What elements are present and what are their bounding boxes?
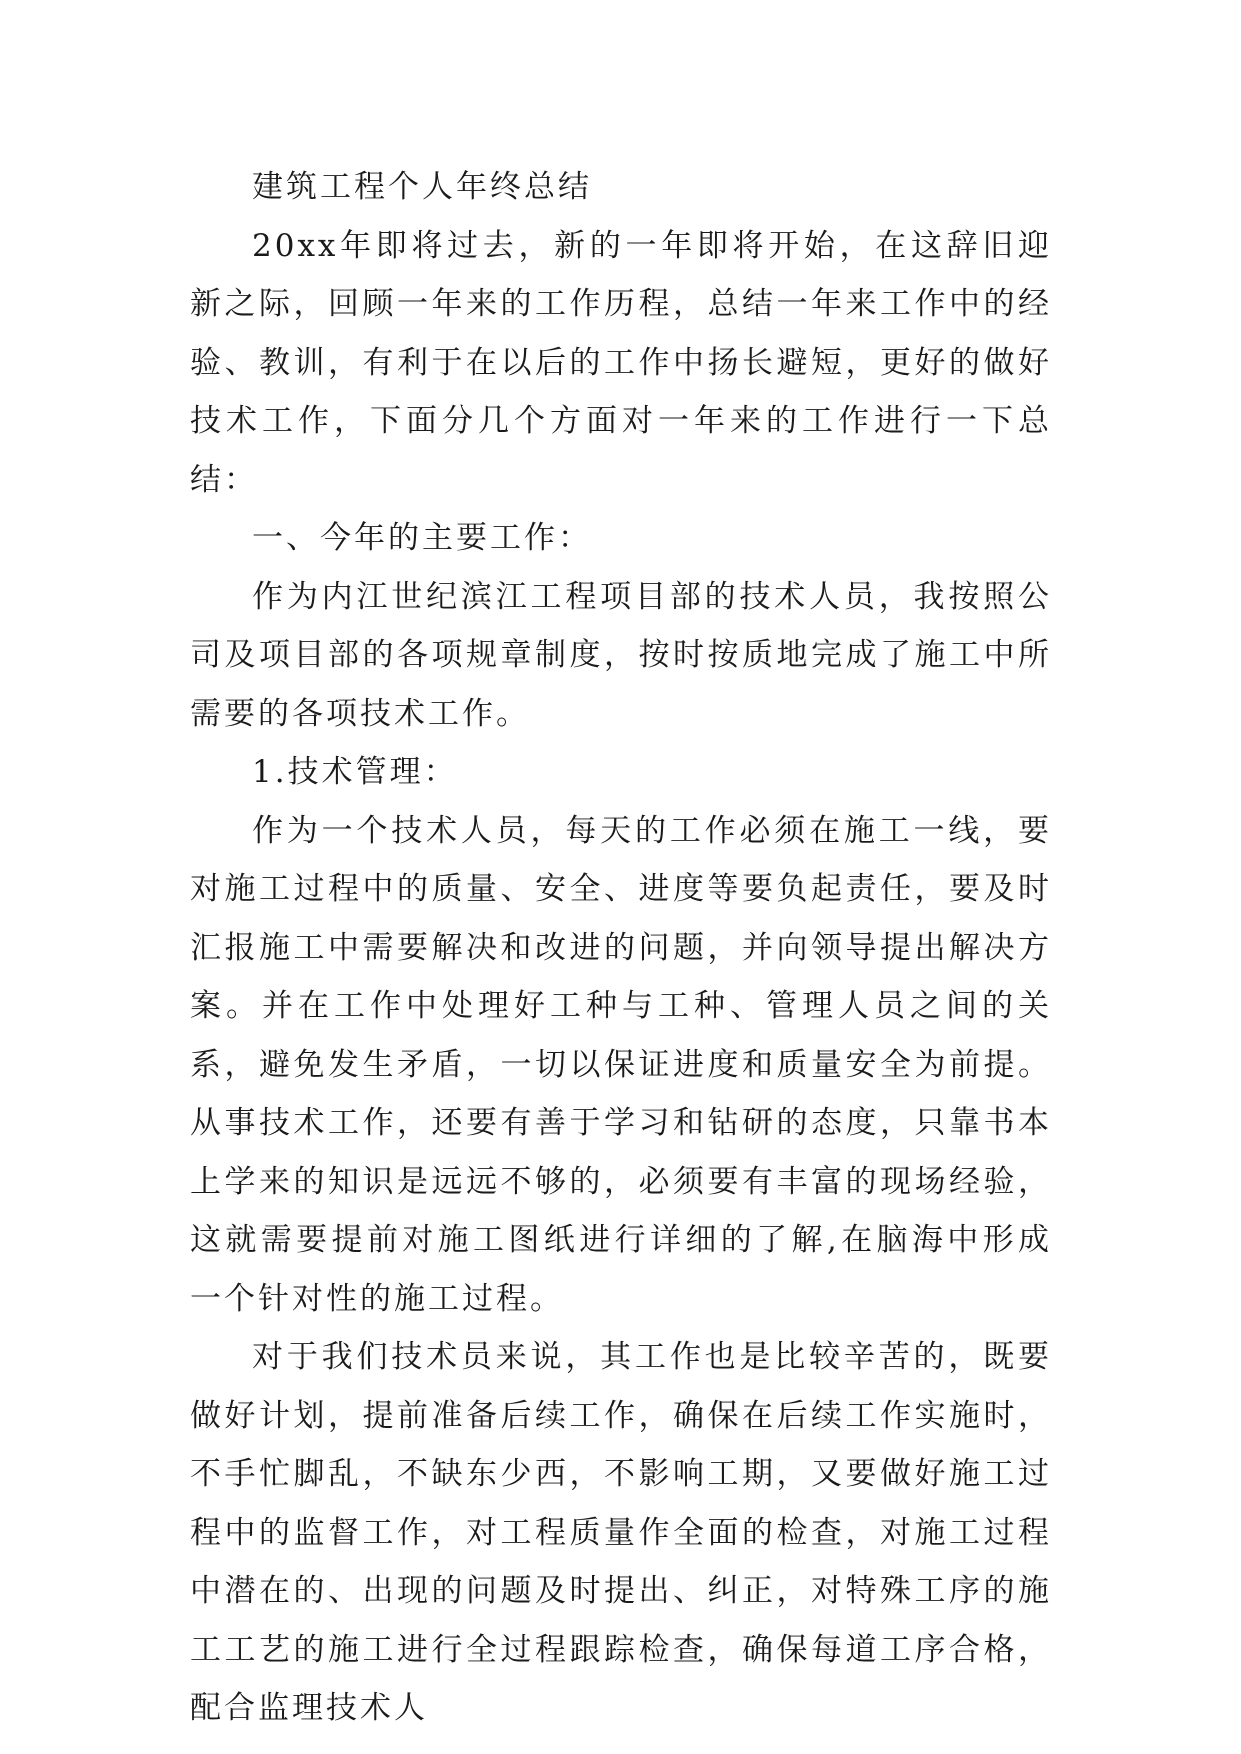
paragraph-role: 作为内江世纪滨江工程项目部的技术人员，我按照公司及项目部的各项规章制度，按时按质地完成了施工中所需要的各项技术工作。 xyxy=(190,578,1052,732)
paragraph-intro: 20xx年即将过去，新的一年即将开始，在这辞旧迎新之际，回顾一年来的工作历程，总结一年来工作中的经验、教训，有利于在以后的工作中扬长避短，更好的做好技术工作，下面分几个方面对一年来的工作进行一下总结： xyxy=(190,227,1052,498)
document-title: 建筑工程个人年终总结 xyxy=(252,169,592,205)
subsection-heading-tech-management: 1.技术管理： xyxy=(252,754,458,790)
paragraph-technician-work: 对于我们技术员来说，其工作也是比较辛苦的，既要做好计划，提前准备后续工作，确保在后续工作实施时，不手忙脚乱，不缺东少西，不影响工期，又要做好施工过程中的监督工作，对工程质量作全面的检查，对施工过程中潜在的、出现的问题及时提出、纠正，对特殊工序的施工工艺的施工进行全过程跟踪检查，确保每道工序合格，配合监理技术人 xyxy=(190,1339,1052,1726)
document-body xyxy=(190,158,1052,1738)
section-heading-main-work: 一、今年的主要工作： xyxy=(252,520,592,556)
paragraph-tech-management: 作为一个技术人员，每天的工作必须在施工一线，要对施工过程中的质量、安全、进度等要负起责任，要及时汇报施工中需要解决和改进的问题，并向领导提出解决方案。并在工作中处理好工种与工种、管理人员之间的关系，避免发生矛盾，一切以保证进度和质量安全为前提。从事技术工作，还要有善于学习和钻研的态度，只靠书本上学来的知识是远远不够的，必须要有丰富的现场经验，这就需要提前对施工图纸进行详细的了解,在脑海中形成一个针对性的施工过程。 xyxy=(190,812,1052,1317)
